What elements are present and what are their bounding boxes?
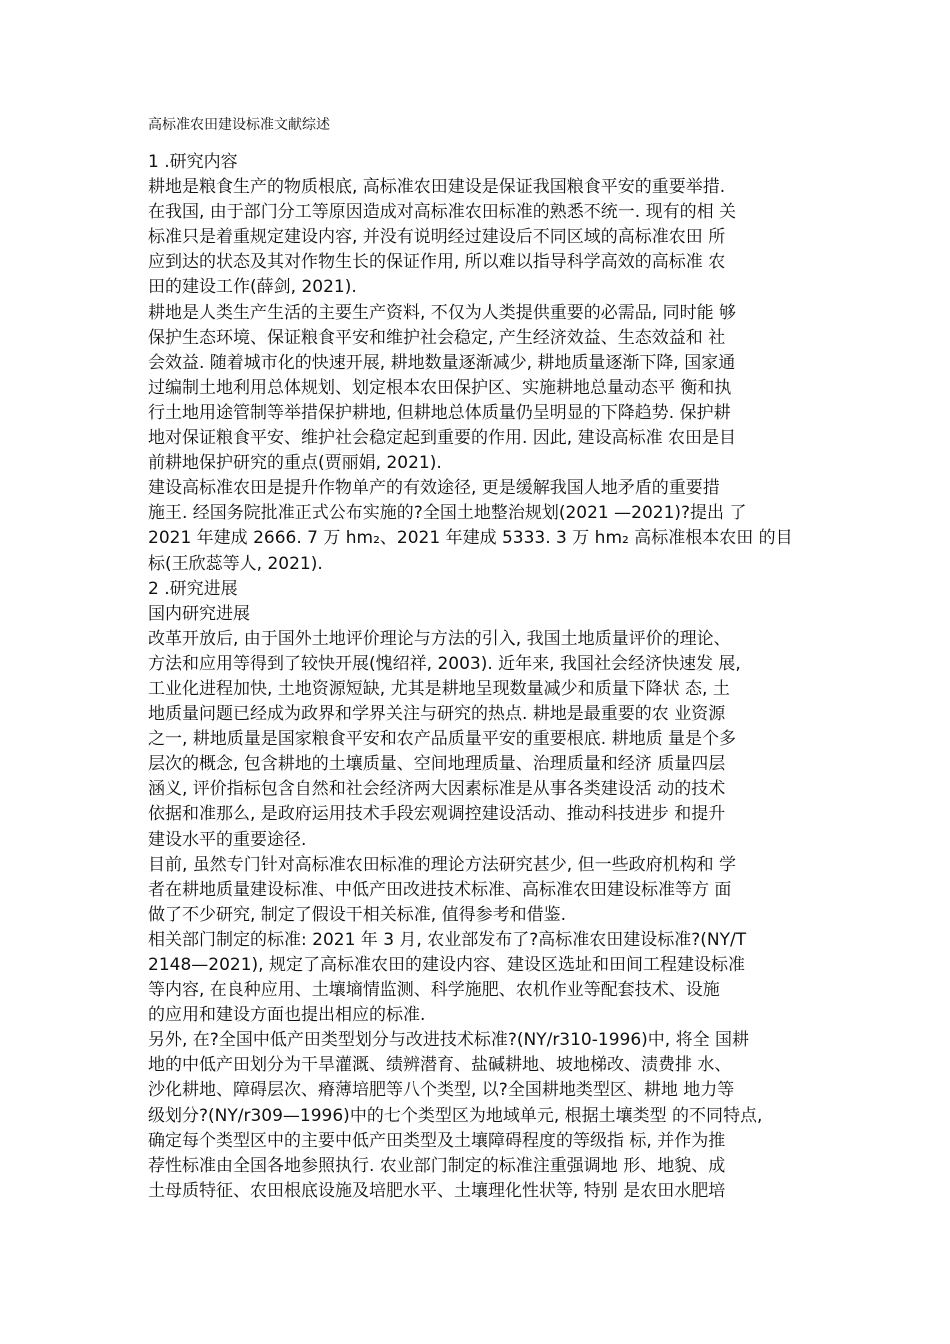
text-line: 方法和应用等得到了较快开展(愧绍祥, 2003). 近年来, 我国社会经济快速发 展, [148,653,741,674]
text-line: 级划分?(NY/r309—1996)中的七个类型区为地域单元, 根据土壤类型 的不同特点, [148,1105,763,1126]
text-line: 者在耕地质量建设标准、中低产田改进技术标准、高标准农田建设标准等方 面 [148,879,732,900]
text-line: 保护生态环境、保证粮食平安和维护社会稳定, 产生经济效益、生态效益和 社 [148,327,726,348]
text-line: 改革开放后, 由于国外土地评价理论与方法的引入, 我国土地质量评价的理论、 [148,628,731,649]
text-line: 施王. 经国务院批准正式公布实施的?全国土地整治规划(2021 —2021)?提出 了 [148,503,747,524]
text-line: 2021 年建成 2666. 7 万 hm₂、2021 年建成 5333. 3 万 hm₂ 高标准根本农田 的目 [148,528,793,549]
text-line: 2 .研究进展 [148,578,238,599]
text-line: 田的建设工作(薛剑, 2021). [148,277,357,298]
text-line: 确定每个类型区中的主要中低产田类型及土壤障碍程度的等级指 标, 并作为推 [148,1130,726,1151]
text-line: 前耕地保护研究的重点(贾丽娟, 2021). [148,453,442,474]
text-line: 过编制土地利用总体规划、划定根本农田保护区、实施耕地总量动态平 衡和执 [148,377,732,398]
text-line: 建设高标准农田是提升作物单产的有效途径, 更是缓解我国人地矛盾的重要措 [148,478,720,499]
text-line: 做了不少研究, 制定了假设干相关标准, 值得参考和借鉴. [148,904,567,925]
text-line: 层次的概念, 包含耕地的土壤质量、空间地理质量、治理质量和经济 质量四层 [148,754,726,775]
text-line: 地对保证粮食平安、维护社会稳定起到重要的作用. 因此, 建设高标准 农田是目 [148,428,737,449]
text-line: 荐性标准由全国各地参照执行. 农业部门制定的标准注重强调地 形、地貌、成 [148,1155,726,1176]
text-line: 耕地是人类生产生活的主要生产资料, 不仅为人类提供重要的必需品, 同时能 够 [148,302,737,323]
text-line: 应到达的状态及其对作物生长的保证作用, 所以难以指导科学高效的高标准 农 [148,252,726,273]
text-line: 在我国, 由于部门分工等原因造成对高标准农田标准的熟悉不统一. 现有的相 关 [148,202,737,223]
text-line: 沙化耕地、障碍层次、瘠薄培肥等八个类型, 以?全国耕地类型区、耕地 地力等 [148,1080,735,1101]
text-line: 相关部门制定的标准: 2021 年 3 月, 农业部发布了?高标准农田建设标准?(NY/T [148,929,747,950]
text-line: 土母质特征、农田根底设施及培肥水平、土壤理化性状等, 特别 是农田水肥培 [148,1180,726,1201]
text-line: 工业化进程加快, 土地资源短缺, 尤其是耕地呈现数量减少和质量下降状 态, 土 [148,678,730,699]
text-line: 地质量问题已经成为政界和学界关注与研究的热点. 耕地是最重要的农 业资源 [148,704,726,725]
text-line: 标(王欣蕊等人, 2021). [148,553,323,574]
text-line: 之一, 耕地质量是国家粮食平安和农产品质量平安的重要根底. 耕地质 量是个多 [148,729,737,750]
text-line: 耕地是粮食生产的物质根底, 高标准农田建设是保证我国粮食平安的重要举措. [148,177,726,198]
text-line: 的应用和建设方面也提出相应的标准. [148,1005,426,1026]
text-line: 会效益. 随着城市化的快速开展, 耕地数量逐渐减少, 耕地质量逐渐下降, 国家通 [148,352,736,373]
text-line: 2148—2021), 规定了高标准农田的建设内容、建设区选址和田间工程建设标准 [148,955,745,975]
text-line: 国内研究进展 [148,603,250,624]
text-line: 建设水平的重要途径. [148,829,307,850]
document-body [148,150,848,1204]
text-line: 地的中低产田划分为干旱灌溉、绩辨潜育、盐碱耕地、坡地梯改、渍费排 水、 [148,1055,732,1076]
text-line: 依据和准那么, 是政府运用技术手段宏观调控建设活动、推动科技进步 和提升 [148,804,726,825]
text-line: 标准只是着重规定建设内容, 并没有说明经过建设后不同区域的高标准农田 所 [148,227,726,248]
document-title: 高标准农田建设标准文献综述 [148,117,330,133]
text-line: 涵义, 评价指标包含自然和社会经济两大因素标准是从事各类建设活 动的技术 [148,779,726,800]
text-line: 1 .研究内容 [148,152,238,172]
text-line: 等内容, 在良种应用、土壤墒情监测、科学施肥、农机作业等配套技术、设施 [148,980,720,1001]
text-line: 行土地用途管制等举措保护耕地, 但耕地总体质量仍呈明显的下降趋势. 保护耕 [148,402,731,423]
text-line: 目前, 虽然专门针对高标准农田标准的理论方法研究甚少, 但一些政府机构和 学 [148,854,737,875]
text-line: 另外, 在?全国中低产田类型划分与改进技术标准?(NY/r310-1996)中, 将全 国耕 [148,1030,749,1051]
